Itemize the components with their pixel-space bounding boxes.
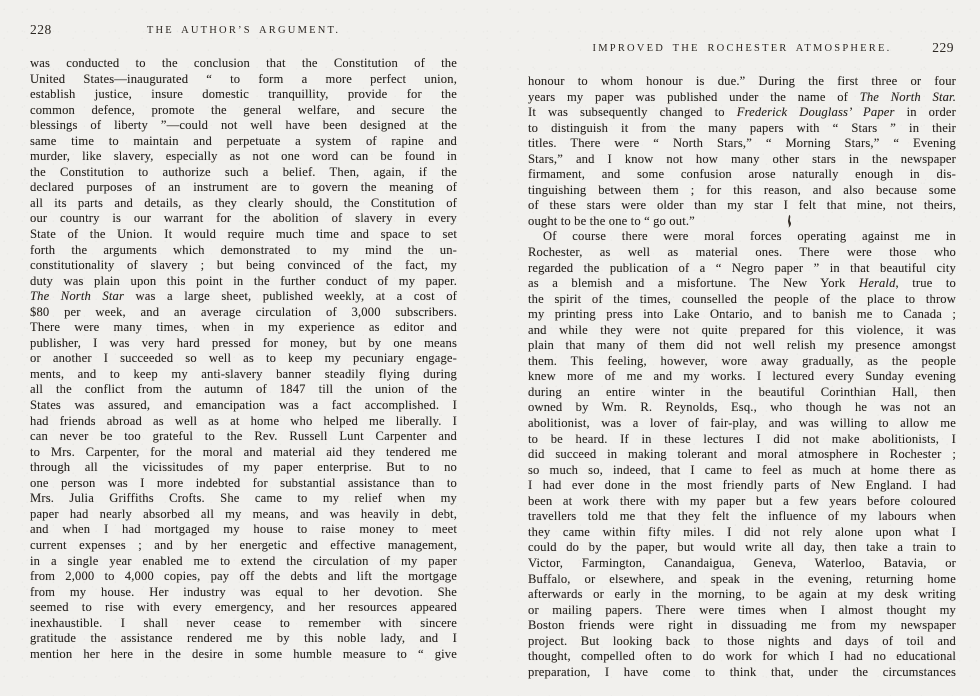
text-line: $80 per week, and an average circulation of 3,000 subscribers. — [30, 304, 457, 319]
text-line: Mrs. Julia Griffiths Crofts. She came to my relief when my — [30, 491, 457, 506]
text-line: Victor, Farmington, Canandaigua, Geneva, Waterloo, Batavia, or — [528, 555, 956, 570]
text-line: as a blemish and a misfortune. The New York Herald, true to — [528, 276, 957, 291]
text-line: had friends abroad as well as at home who helped me liberally. I — [30, 413, 457, 428]
text-line: Boston friends were right in dissuading me from my newspaper — [528, 618, 956, 633]
text-line: project. But looking back to those nights and days of toil and — [528, 633, 956, 648]
text-line: from 2,000 to 4,000 copies, pay off the debts and lift the mortgage — [30, 569, 457, 584]
text-line: the Constitution to authorize such a belief. Then, again, if the — [30, 164, 457, 179]
text-line: State of the Union. It would require much time and space to set — [30, 227, 457, 242]
text-line: they came within fifty miles. I did not rely alone upon what I — [528, 524, 956, 539]
text-line: afterwards or early in the morning, to be again at my desk writing — [528, 587, 956, 602]
text-line: common defence, promote the general welfare, and secure the — [30, 102, 457, 117]
text-line: It was subsequently changed to Frederick Douglass’ Paper in order — [528, 105, 956, 120]
text-line: constitutionality of slavery ; but being convinced of the fact, my — [30, 258, 457, 273]
text-line: or mailing papers. There were times when I almost thought my — [528, 602, 956, 617]
text-line: declared purposes of an instrument are to govern the meaning of — [30, 180, 457, 195]
text-line: or another I succeeded so well as to keep my pecuniary engage- — [30, 351, 457, 366]
text-line: our country is our warrant for the abolition of slavery in every — [30, 211, 457, 226]
text-line: titles. There were “ North Stars,” “ Morning Stars,” “ Evening — [528, 136, 956, 151]
text-line: thought, compelled often to do work for which I had no educational — [528, 649, 956, 664]
text-line: ments, and to keep my anti-slavery banner steadily flying during — [30, 366, 457, 381]
text-line: all the conflict from the autumn of 1847 till the union of the — [30, 382, 457, 397]
text-line: them. This feeling, however, wore away gradually, as the people — [528, 353, 956, 368]
text-line: my printing press into Lake Ontario, and to banish me to Canada ; — [528, 307, 956, 322]
page-left-body — [30, 56, 457, 662]
text-line: same time to maintain and perpetuate a system of rapine and — [30, 133, 457, 148]
text-line: one person was I more indebted for substantial assistance than to — [30, 475, 457, 490]
text-line: Of course there were moral forces operating against me in — [543, 229, 956, 244]
text-line: of these stars were older than my star I felt that mine, not theirs, — [528, 198, 956, 213]
text-line: years my paper was published under the name of The North Star. — [528, 89, 956, 104]
running-header-right — [528, 40, 956, 58]
text-line: forth the arguments which demonstrated to my mind the un- — [30, 242, 457, 257]
text-line: I had ever done in the most friendly parts of New England. I had — [528, 478, 956, 493]
text-line: gratitude the assistance rendered me by this noble lady, and I — [30, 631, 457, 646]
text-line: inexhaustible. I shall never cease to remember with sincere — [30, 615, 457, 630]
text-line: and when I had mortgaged my house to raise money to meet — [30, 522, 457, 537]
text-line: paper had nearly absorbed all my means, and was heavily in debt, — [30, 506, 457, 521]
text-line: United States—inaugurated “ to form a more perfect union, — [30, 71, 457, 86]
text-line: did succeed in making tolerant and moral atmosphere in Rochester ; — [528, 447, 956, 462]
text-line: establish justice, insure domestic tranquillity, provide for the — [30, 87, 457, 102]
text-line: to distinguish it from the many papers with “ Stars ” in their — [528, 120, 956, 135]
text-line: ought to be the one to “ go out.” — [528, 213, 695, 228]
text-line: owned by Wm. R. Reynolds, Esq., who though he was not an — [528, 400, 956, 415]
text-line: knew more of me and my works. I lectured every Sunday evening — [528, 369, 956, 384]
page-left — [30, 22, 457, 662]
text-line: abolitionist, was a lover of fair-play, and was willing to allow me — [528, 416, 956, 431]
text-line: There were many times, when in my experience as editor and — [30, 320, 457, 335]
page-number-right: 229 — [932, 40, 954, 55]
running-header-left — [30, 22, 457, 40]
text-line: from my house. Her industry was equal to her devotion. She — [30, 584, 457, 599]
text-line: firmament, and some confusion arose naturally enough in dis- — [528, 167, 956, 182]
page-number-left: 228 — [30, 22, 52, 37]
text-line: honour to whom honour is due.” During the first three or four — [528, 74, 956, 88]
text-line: could do by the paper, but would write all day, then take a train to — [528, 540, 956, 555]
text-line: in a single year enabled me to extend the circulation of my paper — [30, 553, 457, 568]
text-line: Rochester, as well as material ones. There were those who — [528, 245, 956, 260]
page-right-body — [528, 74, 956, 680]
text-line: during an entire winter in the beautiful Corinthian Hall, then — [528, 384, 956, 399]
text-line: preparation, I have come to think that, under the circumstances — [528, 664, 956, 679]
text-line: and while they were not quite prepared for this violence, it was — [528, 322, 956, 337]
text-line: blessings of liberty ”—could not well have been designed at the — [30, 118, 457, 133]
text-line: so much so, indeed, that I came to feel as much at home there as — [528, 462, 956, 477]
text-line: through all the vicissitudes of my paper enterprise. But to no — [30, 460, 457, 475]
text-line: to be heard. If in these lectures I did not make abolitionists, I — [528, 431, 956, 446]
running-title-right: IMPROVED THE ROCHESTER ATMOSPHERE. — [592, 43, 892, 54]
text-line: travellers told me that they felt the influence of my labours when — [528, 509, 956, 524]
text-line: to Mrs. Carpenter, for the moral and material aid they tendered me — [30, 444, 457, 459]
text-line: the spirit of the times, counselled the people of the place to throw — [528, 291, 956, 306]
text-line: regarded the publication of a “ Negro paper ” in that beautiful city — [528, 260, 956, 275]
text-line: seemed to rise with every emergency, and her resources appeared — [30, 600, 457, 615]
text-line: Buffalo, or elsewhere, and speak in the evening, returning home — [528, 571, 956, 586]
text-line: States was assured, and emancipation was a fact accomplished. I — [30, 398, 457, 413]
text-line: all its parts and details, as they clearly should, the Constitution of — [30, 195, 457, 210]
text-line: The North Star was a large sheet, published weekly, at a cost of — [30, 289, 457, 304]
text-line: murder, like slavery, especially as not one word can be found in — [30, 149, 457, 164]
text-line: mention her here in the desire in some humble measure to “ give — [30, 646, 457, 661]
text-line: tinguishing between them ; for this reason, and also because some — [528, 182, 956, 197]
text-line: plain that many of them did not well relish my presence amongst — [528, 338, 956, 353]
text-line: can never be too grateful to the Rev. Russell Lunt Carpenter and — [30, 429, 457, 444]
text-line: duty was plain upon this point in the further conduct of my paper. — [30, 273, 457, 288]
text-line: been at work there with my paper but a few years before coloured — [528, 493, 956, 508]
text-line: Stars,” and I know not how many other stars in the newspaper — [528, 151, 956, 166]
running-title-left: THE AUTHOR’S ARGUMENT. — [146, 25, 341, 36]
text-line: current expenses ; and by her energetic and effective management, — [30, 537, 457, 552]
text-line: publisher, I was very hard pressed for money, but by one means — [30, 335, 457, 350]
page-right — [528, 40, 956, 680]
text-line: was conducted to the conclusion that the Constitution of the — [30, 56, 457, 70]
